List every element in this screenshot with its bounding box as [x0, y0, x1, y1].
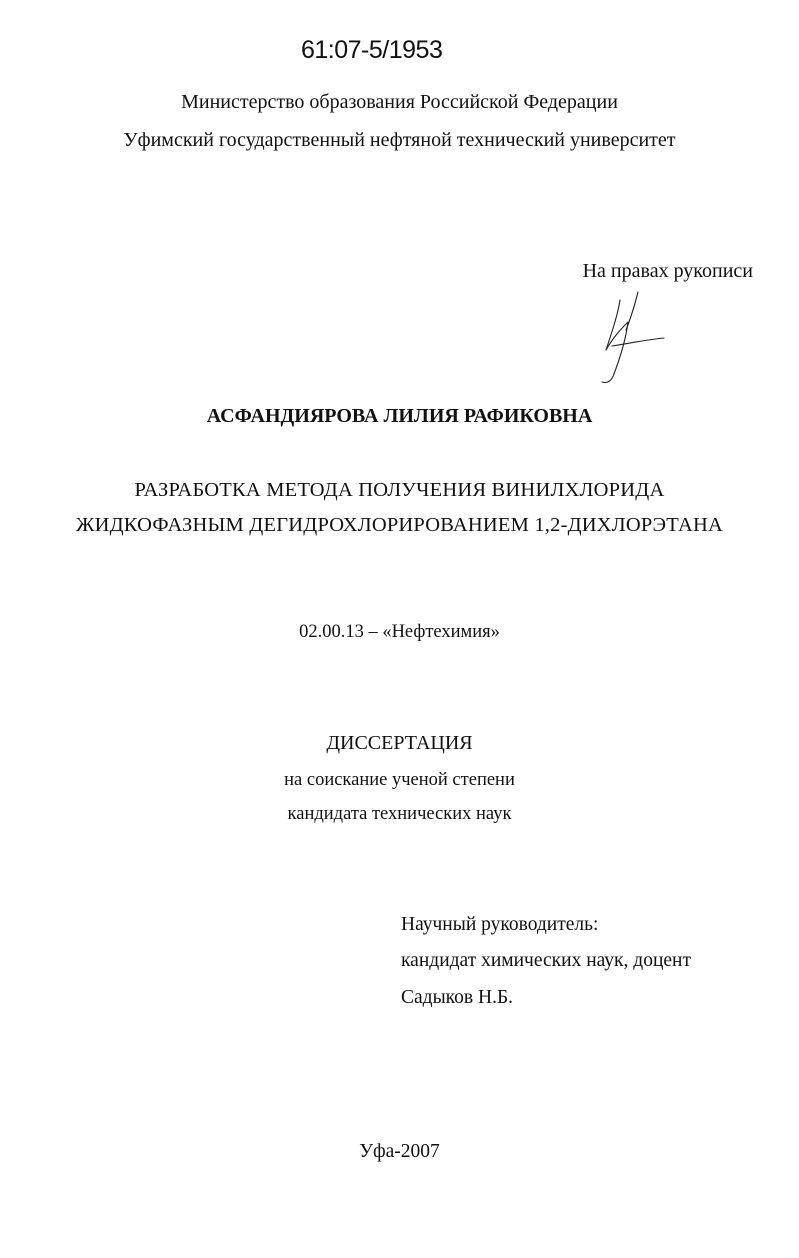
dissertation-title-line: ЖИДКОФАЗНЫМ ДЕГИДРОХЛОРИРОВАНИЕМ 1,2-ДИХЛОРЭТАНА — [76, 514, 723, 536]
advisor-title: кандидат химических наук, доцент — [401, 950, 691, 971]
document-type: ДИССЕРТАЦИЯ — [326, 732, 473, 754]
signature-stroke — [602, 322, 628, 383]
handwritten-signature — [590, 286, 670, 390]
university-name: Уфимский государственный нефтяной технический университет — [123, 129, 676, 151]
dissertation-title-line: РАЗРАБОТКА МЕТОДА ПОЛУЧЕНИЯ ВИНИЛХЛОРИДА — [134, 479, 665, 501]
author-name: АСФАНДИЯРОВА ЛИЛИЯ РАФИКОВНА — [206, 405, 593, 427]
degree-line: на соискание ученой степени — [284, 770, 515, 790]
catalog-number: 61:07-5/1953 — [301, 36, 443, 64]
specialty-code: 02.00.13 – «Нефтехимия» — [299, 622, 500, 642]
signature-stroke — [626, 292, 638, 330]
manuscript-rights-note: На правах рукописи — [582, 260, 753, 282]
degree-line: кандидата технических наук — [287, 804, 512, 824]
advisor-name: Садыков Н.Б. — [401, 987, 514, 1008]
signature-stroke — [612, 338, 664, 346]
signature-stroke — [606, 300, 620, 350]
advisor-label: Научный руководитель: — [401, 914, 599, 935]
city-year: Уфа-2007 — [359, 1141, 440, 1162]
ministry-name: Министерство образования Российской Федерации — [181, 91, 618, 113]
